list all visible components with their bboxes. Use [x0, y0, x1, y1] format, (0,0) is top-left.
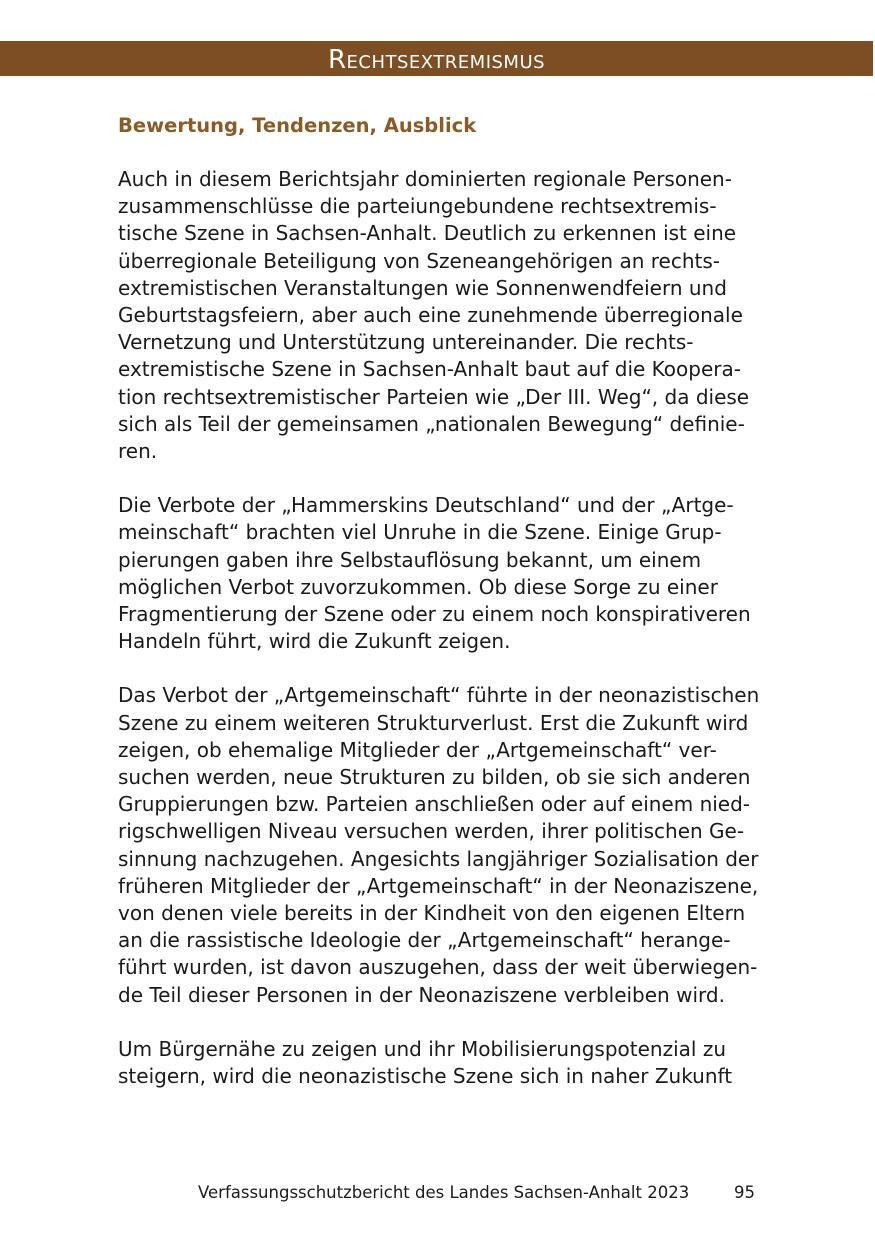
text-line: überregionale Beteiligung von Szeneangehörigen an rechts-: [118, 248, 720, 273]
text-line: Handeln führt, wird die Zukunft zeigen.: [118, 629, 511, 654]
text-line: extremistische Szene in Sachsen-Anhalt baut auf die Koopera-: [118, 357, 741, 382]
text-line: ren.: [118, 439, 158, 464]
text-line: Fragmentierung der Szene oder zu einem noch konspirativeren: [118, 602, 751, 627]
text-line: an die rassistische Ideologie der „Artgemeinschaft“ herange-: [118, 928, 731, 953]
text-line: pierungen gaben ihre Selbstauflösung bekannt, um einem: [118, 547, 702, 572]
page-content: [118, 112, 758, 1117]
paragraph: [118, 682, 758, 1008]
text-line: steigern, wird die neonazistische Szene sich in naher Zukunft: [118, 1064, 733, 1089]
text-line: Geburtstagsfeiern, aber auch eine zunehmende überregionale: [118, 303, 743, 328]
text-line: sich als Teil der gemeinsamen „nationalen Bewegung“ definie-: [118, 411, 745, 436]
text-line: Auch in diesem Berichtsjahr dominierten regionale Personen-: [118, 167, 732, 191]
page-footer: [0, 1180, 875, 1206]
paragraph: [118, 166, 758, 465]
text-line: Vernetzung und Unterstützung untereinander. Die rechts-: [118, 330, 694, 355]
text-line: Das Verbot der „Artgemeinschaft“ führte in der neonazistischen: [118, 683, 760, 708]
chapter-header-bar: [0, 41, 873, 76]
page-number: 95: [734, 1183, 755, 1202]
text-line: führt wurden, ist davon auszugehen, dass der weit überwiegen-: [118, 955, 758, 980]
text-line: tische Szene in Sachsen-Anhalt. Deutlich zu erkennen ist eine: [118, 221, 737, 246]
text-line: sinnung nachzugehen. Angesichts langjähriger Sozialisation der: [118, 846, 759, 871]
text-line: tion rechtsextremistischer Parteien wie „Der III. Weg“, da diese: [118, 384, 750, 409]
chapter-title: Rechtsextremismus: [327, 45, 546, 75]
footer-publication-title: Verfassungsschutzbericht des Landes Sachsen-Anhalt 2023: [198, 1183, 690, 1202]
text-line: zusammenschlüsse die parteiungebundene rechtsextremis-: [118, 194, 717, 219]
text-line: de Teil dieser Personen in der Neonaziszene verbleiben wird.: [118, 982, 725, 1007]
text-line: suchen werden, neue Strukturen zu bilden, ob sie sich anderen: [118, 765, 751, 790]
text-line: von denen viele bereits in der Kindheit von den eigenen Eltern: [118, 901, 746, 926]
paragraph: [118, 1036, 758, 1090]
text-line: Szene zu einem weiteren Strukturverlust. Erst die Zukunft wird: [118, 710, 749, 735]
text-line: früheren Mitglieder der „Artgemeinschaft“ in der Neonaziszene,: [118, 873, 759, 898]
text-line: extremistischen Veranstaltungen wie Sonnenwendfeiern und: [118, 275, 727, 300]
text-line: meinschaft“ brachten viel Unruhe in die Szene. Einige Grup-: [118, 520, 722, 545]
text-line: rigschwelligen Niveau versuchen werden, ihrer politischen Ge-: [118, 819, 745, 844]
body-text: [118, 166, 758, 1090]
text-line: Um Bürgernähe zu zeigen und ihr Mobilisierungspotenzial zu: [118, 1036, 727, 1061]
section-heading: Bewertung, Tendenzen, Ausblick: [118, 114, 477, 137]
text-line: Die Verbote der „Hammerskins Deutschland“ und der „Artge-: [118, 493, 734, 518]
text-line: Gruppierungen bzw. Parteien anschließen oder auf einem nied-: [118, 792, 751, 817]
text-line: zeigen, ob ehemalige Mitglieder der „Artgemeinschaft“ ver-: [118, 737, 717, 762]
paragraph: [118, 492, 758, 655]
text-line: möglichen Verbot zuvorzukommen. Ob diese Sorge zu einer: [118, 574, 718, 599]
